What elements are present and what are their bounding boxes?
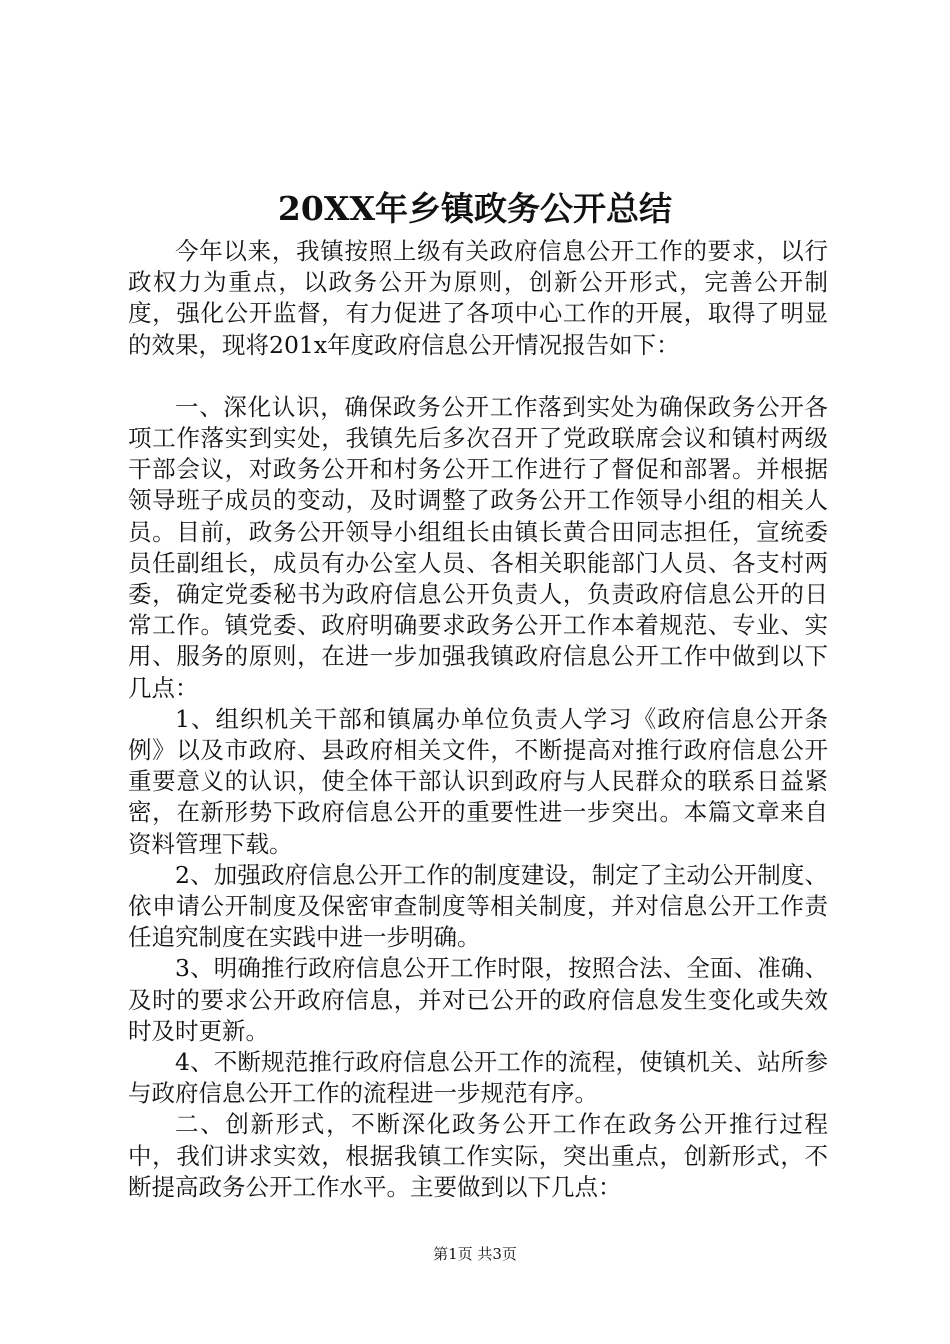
page-footer: 第1页 共3页	[433, 1245, 517, 1263]
document-title: 20XX年乡镇政务公开总结	[277, 189, 673, 228]
document-body	[128, 236, 828, 1203]
paragraph-item-3: 3、明确推行政府信息公开工作时限，按照合法、全面、准确、及时的要求公开政府信息，并对已公开的政府信息发生变化或失效时及时更新。	[128, 954, 828, 1045]
paragraph-intro: 今年以来，我镇按照上级有关政府信息公开工作的要求，以行政权力为重点，以政务公开为原则，创新公开形式，完善公开制度，强化公开监督，有力促进了各项中心工作的开展，取得了明显的效果，现将201x年度政府信息公开情况报告如下：	[128, 237, 828, 359]
paragraph-item-4: 4、不断规范推行政府信息公开工作的流程，使镇机关、站所参与政府信息公开工作的流程进一步规范有序。	[128, 1048, 828, 1108]
paragraph-item-2: 2、加强政府信息公开工作的制度建设，制定了主动公开制度、依申请公开制度及保密审查制度等相关制度，并对信息公开工作责任追究制度在实践中进一步明确。	[128, 860, 828, 952]
paragraph-section-1: 一、深化认识，确保政务公开工作落到实处为确保政务公开各项工作落实到实处，我镇先后多次召开了党政联席会议和镇村两级干部会议，对政务公开和村务公开工作进行了督促和部署。并根据领导班子成员的变动，及时调整了政务公开工作领导小组的相关人员。目前，政务公开领导小组组长由镇长黄合田同志担任，宣统委员任副组长，成员有办公室人员、各相关职能部门人员、各支村两委，确定党委秘书为政府信息公开负责人，负责政府信息公开的日常工作。镇党委、政府明确要求政务公开工作本着规范、专业、实用、服务的原则，在进一步加强我镇政府信息公开工作中做到以下几点：	[128, 392, 828, 702]
paragraph-section-2: 二、创新形式，不断深化政务公开工作在政务公开推行过程中，我们讲求实效，根据我镇工作实际，突出重点，创新形式，不断提高政务公开工作水平。主要做到以下几点：	[128, 1110, 828, 1201]
paragraph-item-1: 1、组织机关干部和镇属办单位负责人学习《政府信息公开条例》以及市政府、县政府相关文件，不断提高对推行政府信息公开重要意义的认识，使全体干部认识到政府与人民群众的联系日益紧密，在新形势下政府信息公开的重要性进一步突出。本篇文章来自资料管理下载。	[128, 704, 828, 858]
